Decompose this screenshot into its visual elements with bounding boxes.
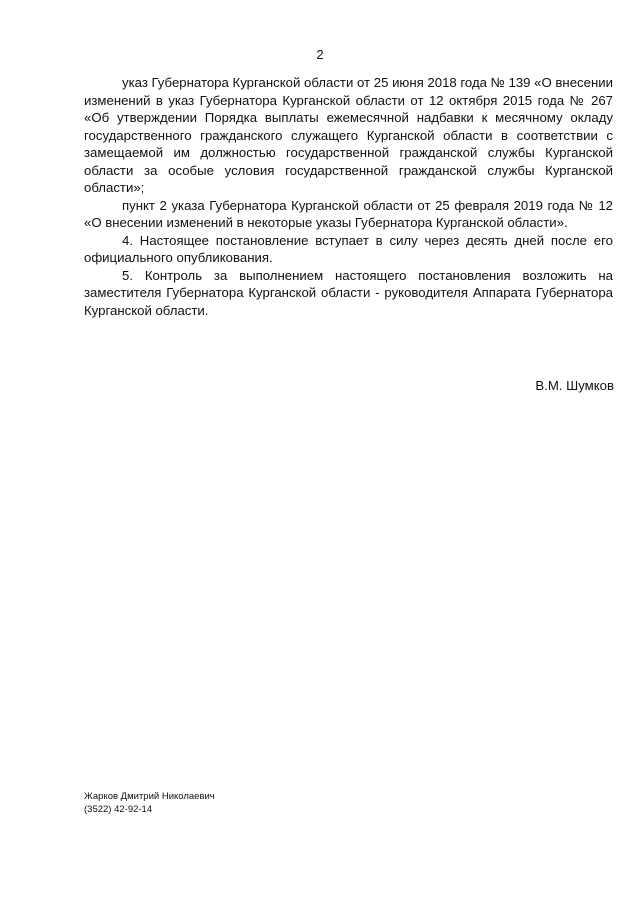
paragraph-decree-12: пункт 2 указа Губернатора Курганской области от 25 февраля 2019 года № 12 «О внесении изменений в некоторые указы Губернатора Курганской области». <box>84 197 613 230</box>
document-body <box>84 74 613 319</box>
signature: В.М. Шумков <box>535 378 614 393</box>
page-number: 2 <box>316 47 324 62</box>
paragraph-item-4: 4. Настоящее постановление вступает в силу через десять дней после его официального опубликования. <box>84 232 613 265</box>
contact-phone: (3522) 42-92-14 <box>84 804 153 815</box>
paragraph-item-5: 5. Контроль за выполнением настоящего постановления возложить на заместителя Губернатора Курганской области - руководителя Аппарата Губернатора Курганской области. <box>84 267 613 318</box>
contact-block <box>84 790 215 816</box>
paragraph-decree-139: указ Губернатора Курганской области от 25 июня 2018 года № 139 «О внесении изменений в указ Губернатора Курганской области от 12 октября 2015 года № 267 «Об утверждении Порядка выплаты ежемесячной надбавки к месячному окладу государственного гражданского служащего Курганской области в соответствии с замещаемой им должностью государственной гражданской службы Курганской области за особые условия государственной гражданской службы Курганской области»; <box>84 75 613 195</box>
contact-name: Жарков Дмитрий Николаевич <box>84 791 215 802</box>
